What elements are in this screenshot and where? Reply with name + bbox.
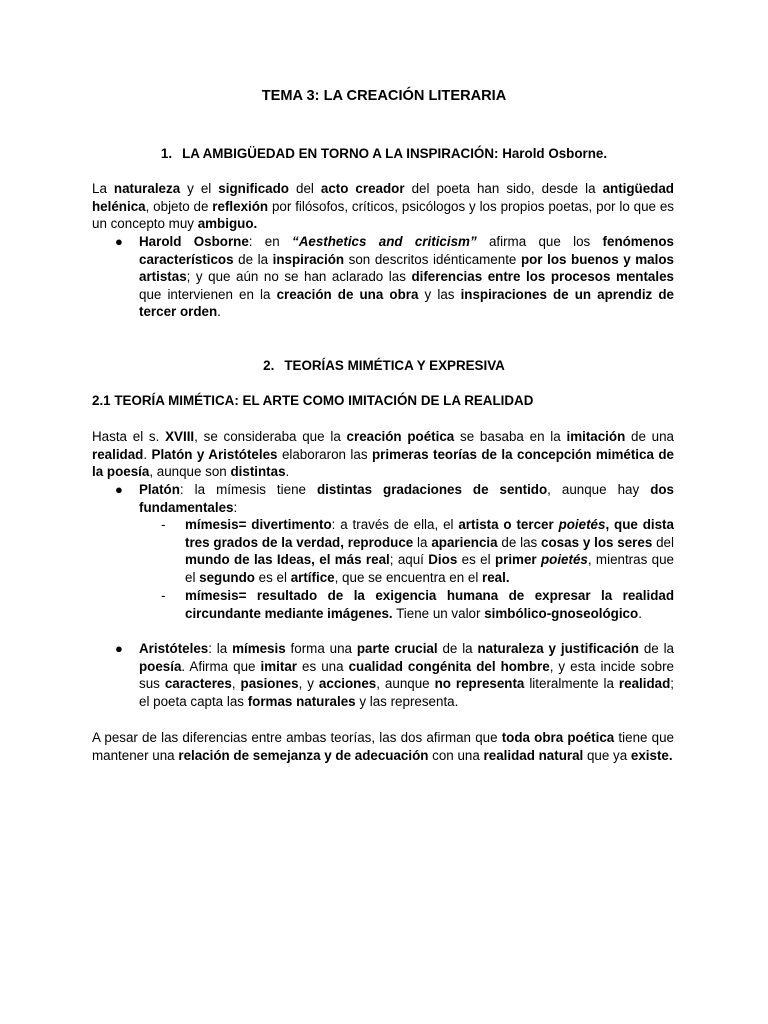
emphasis-run: acto creador bbox=[320, 181, 405, 196]
text-run: que intervienen en la bbox=[139, 286, 277, 302]
emphasis-run: Platón bbox=[139, 482, 180, 497]
text-run: de las bbox=[497, 534, 542, 550]
emphasis-run: realidad natural bbox=[483, 747, 584, 763]
emphasis-run: no representa bbox=[434, 676, 525, 692]
emphasis-run: dos fundamentales bbox=[139, 482, 674, 515]
section-2-heading bbox=[0, 357, 768, 375]
emphasis-run: relación de semejanza y de adecuación bbox=[178, 747, 429, 763]
text-run: . bbox=[217, 304, 221, 320]
text-run: Hasta el s. bbox=[92, 429, 166, 444]
emphasis-run: inspiración bbox=[272, 251, 345, 267]
text-run: ; y que aún no se han aclarado las bbox=[186, 269, 412, 285]
text-run: . bbox=[285, 464, 290, 480]
aristoteles-bullet-text bbox=[139, 641, 674, 709]
emphasis-run: realidad bbox=[92, 446, 144, 462]
emphasis-run: Aristóteles bbox=[139, 641, 209, 656]
emphasis-run: realidad bbox=[618, 676, 671, 692]
text-run: : la bbox=[208, 641, 233, 656]
emphasis-run: reflexión bbox=[212, 198, 269, 214]
text-run: literalmente la bbox=[524, 676, 619, 692]
emphasis-run: poietés bbox=[558, 517, 606, 532]
emphasis-run: poietés bbox=[540, 552, 588, 568]
emphasis-run: imitar bbox=[260, 658, 297, 674]
emphasis-run: , que dista tres grados de la verdad, reproduce bbox=[185, 517, 674, 550]
text-run: , que se encuentra en el bbox=[334, 569, 483, 585]
dash-marker: - bbox=[161, 588, 166, 603]
emphasis-run: XVIII bbox=[165, 429, 195, 444]
osborne-bullet-text bbox=[139, 234, 674, 319]
text-run: : en bbox=[248, 234, 293, 249]
dash-marker: - bbox=[161, 517, 166, 532]
text-run: afirma que los bbox=[476, 234, 603, 249]
text-run: La bbox=[92, 181, 114, 196]
text-run: : la mímesis tiene bbox=[179, 482, 317, 497]
emphasis-run: acciones bbox=[318, 676, 377, 692]
text-run: por filósofos, críticos, psicólogos y los propios poetas, por lo que es un concepto muy bbox=[92, 198, 674, 232]
text-run: , aunque bbox=[376, 676, 435, 692]
emphasis-run: antigüedad helénica bbox=[92, 181, 674, 214]
text-run: y el bbox=[180, 181, 219, 196]
emphasis-run: toda obra poética bbox=[501, 730, 615, 745]
mimesis-divertimento-item bbox=[161, 516, 674, 586]
text-run: ; el poeta capta las bbox=[139, 676, 674, 709]
text-run: : bbox=[233, 499, 238, 515]
text-run: ; aquí bbox=[389, 552, 429, 568]
emphasis-run: naturaleza y justificación bbox=[477, 641, 639, 656]
emphasis-run: segundo bbox=[199, 569, 255, 585]
emphasis-run: parte crucial bbox=[356, 641, 438, 656]
emphasis-run: creación poética bbox=[346, 429, 455, 444]
text-run: y las representa. bbox=[355, 693, 459, 709]
osborne-bullet-item bbox=[115, 233, 674, 321]
emphasis-run: cualidad congénita del hombre bbox=[348, 658, 550, 674]
text-run: de una bbox=[625, 429, 675, 444]
bullet-marker: ● bbox=[115, 234, 123, 249]
text-run: de la bbox=[638, 641, 675, 656]
text-run: : a través de ella, el bbox=[331, 517, 459, 532]
platon-bullet-text bbox=[139, 482, 674, 515]
conclusion-paragraph bbox=[92, 729, 674, 764]
subsection-2-1-heading: 2.1 TEORÍA MIMÉTICA: EL ARTE COMO IMITACIÓN DE LA REALIDAD bbox=[92, 393, 534, 408]
text-run: son descritos idénticamente bbox=[344, 251, 521, 267]
emphasis-run: artífice bbox=[290, 569, 335, 585]
text-run: es el bbox=[457, 552, 495, 568]
emphasis-run: primeras teorías de la concepción mimética de la poesía bbox=[92, 446, 674, 480]
text-run: del bbox=[288, 181, 321, 196]
bullet-marker: ● bbox=[115, 641, 123, 656]
emphasis-run: poesía bbox=[139, 658, 182, 674]
emphasis-run: por los buenos y malos artistas bbox=[139, 251, 674, 285]
emphasis-run: pasiones bbox=[240, 676, 299, 692]
section-1-heading bbox=[0, 145, 768, 163]
emphasis-run: naturaleza bbox=[113, 181, 181, 196]
text-run: , y bbox=[298, 676, 319, 692]
text-run: con una bbox=[428, 747, 484, 763]
emphasis-run: apariencia bbox=[431, 534, 498, 550]
section-1-number: 1. bbox=[160, 146, 173, 161]
emphasis-run: Dios bbox=[428, 552, 458, 568]
bullet-marker: ● bbox=[115, 482, 123, 497]
emphasis-run: mímesis= divertimento bbox=[185, 517, 332, 532]
text-run: que ya bbox=[583, 747, 631, 763]
emphasis-run: significado bbox=[218, 181, 289, 196]
text-run: la bbox=[413, 534, 432, 550]
emphasis-run: mímesis bbox=[232, 641, 286, 656]
emphasis-run: real. bbox=[482, 569, 510, 585]
text-run: , se consideraba que la bbox=[194, 429, 347, 444]
text-run: , aunque hay bbox=[547, 482, 651, 497]
emphasis-run: Harold Osborne bbox=[139, 234, 249, 249]
platon-bullet-item bbox=[115, 481, 674, 516]
text-run: del poeta han sido, desde la bbox=[404, 181, 603, 196]
text-run: , mientras que el bbox=[185, 552, 674, 585]
text-run: A pesar de las diferencias entre ambas teorías, las dos afirman que bbox=[92, 730, 502, 745]
text-run: tiene que mantener una bbox=[92, 730, 674, 763]
mimesis-resultado-text bbox=[185, 588, 674, 621]
text-run: . bbox=[143, 446, 152, 462]
text-run: se basaba en la bbox=[454, 429, 567, 444]
text-run: es el bbox=[254, 569, 291, 585]
text-run: , bbox=[231, 676, 241, 692]
emphasis-run: artista o tercer bbox=[458, 517, 559, 532]
section-2-intro-paragraph bbox=[92, 428, 674, 481]
text-run: , aunque son bbox=[149, 464, 231, 480]
document-title: TEMA 3: LA CREACIÓN LITERARIA bbox=[261, 88, 507, 104]
text-run: de la bbox=[437, 641, 478, 656]
text-run: . Afirma que bbox=[181, 658, 261, 674]
text-run: , objeto de bbox=[145, 198, 213, 214]
text-run: . bbox=[638, 605, 642, 621]
emphasis-run: simbólico-gnoseológico bbox=[484, 605, 639, 621]
emphasis-run: distintas bbox=[230, 464, 286, 480]
aristoteles-bullet-item bbox=[115, 640, 675, 710]
emphasis-run: imitación bbox=[566, 429, 626, 444]
emphasis-run: Platón y Aristóteles bbox=[151, 446, 278, 462]
section-1-intro-paragraph bbox=[92, 180, 674, 233]
emphasis-run: existe. bbox=[630, 747, 673, 763]
mimesis-resultado-item bbox=[161, 587, 674, 622]
section-2-number: 2. bbox=[263, 358, 275, 373]
emphasis-run: ambiguo. bbox=[197, 216, 258, 232]
emphasis-run: mundo de las Ideas, el más real bbox=[185, 552, 390, 568]
mimesis-divertimento-text bbox=[185, 517, 674, 585]
emphasis-run: creación de una obra bbox=[276, 286, 419, 302]
text-run: del bbox=[652, 534, 674, 550]
emphasis-run: distintas gradaciones de sentido bbox=[316, 482, 548, 497]
text-run: y las bbox=[418, 286, 461, 302]
text-run: de la bbox=[233, 251, 273, 267]
emphasis-run: formas naturales bbox=[247, 693, 356, 709]
emphasis-run: caracteres bbox=[164, 676, 232, 692]
text-run: elaboraron las bbox=[277, 446, 372, 462]
emphasis-run: diferencias entre los procesos mentales bbox=[411, 269, 674, 285]
text-run: forma una bbox=[285, 641, 357, 656]
emphasis-run: “Aesthetics and criticism” bbox=[292, 234, 477, 249]
section-2-title: TEORÍAS MIMÉTICA Y EXPRESIVA bbox=[284, 358, 505, 373]
emphasis-run: cosas y los seres bbox=[541, 534, 653, 550]
emphasis-run: mímesis= resultado de la exigencia humana de expresar la realidad circundante mediante imágenes. bbox=[185, 588, 674, 621]
section-1-title: LA AMBIGÜEDAD EN TORNO A LA INSPIRACIÓN: Harold Osborne. bbox=[182, 146, 608, 161]
text-run: Tiene un valor bbox=[392, 605, 485, 621]
emphasis-run: primer bbox=[494, 552, 541, 568]
text-run: , y esta incide sobre sus bbox=[139, 658, 675, 692]
emphasis-run: fenómenos característicos bbox=[139, 234, 674, 267]
text-run: es una bbox=[297, 658, 349, 674]
emphasis-run: inspiraciones de un aprendiz de tercer orden bbox=[139, 286, 674, 320]
